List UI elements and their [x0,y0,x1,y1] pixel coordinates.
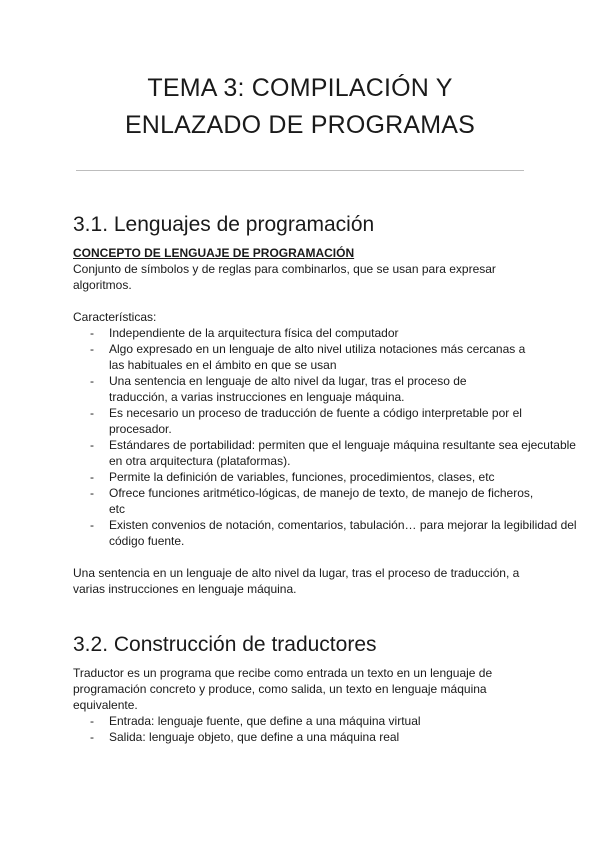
characteristics-list [73,325,577,549]
section-heading-3-1: 3.1. Lenguajes de programación [73,213,375,236]
title-line-1: TEMA 3: COMPILACIÓN Y [147,74,453,102]
list-item: - Independiente de la arquitectura física del computador [90,326,399,340]
list-item: - Algo expresado en un lenguaje de alto nivel utiliza notaciones más cercanas a las habituales en el ámbito en que se usan [90,342,526,372]
list-item: - Es necesario un proceso de traducción de fuente a código interpretable por el procesador. [90,406,522,436]
document-title [40,70,560,144]
list-item: - Entrada: lenguaje fuente, que define a una máquina virtual [90,714,421,728]
list-item: - Existen convenios de notación, comentarios, tabulación… para mejorar la legibilidad del código fuente. [90,518,577,548]
concept-definition: Conjunto de símbolos y de reglas para combinarlos, que se usan para expresar algoritmos. [73,262,496,292]
list-item: - Una sentencia en lenguaje de alto nivel da lugar, tras el proceso de traducción, a varias instrucciones en lenguaje máquina. [90,374,467,404]
list-item: - Ofrece funciones aritmético-lógicas, de manejo de texto, de manejo de ficheros, etc [90,486,534,516]
concept-heading: CONCEPTO DE LENGUAJE DE PROGRAMACIÓN [73,246,355,260]
title-line-2: ENLAZADO DE PROGRAMAS [124,111,476,139]
translator-definition: Traductor es un programa que recibe como entrada un texto en un lenguaje de programación concreto y produce, como salida, un texto en lenguaje máquina equivalente. [73,666,493,712]
section-heading-3-2: 3.2. Construcción de traductores [73,633,377,656]
list-item: - Permite la definición de variables, funciones, procedimientos, clases, etc [90,470,495,484]
section-3-2-body [73,665,533,745]
section-3-1-body [73,245,577,597]
characteristics-label: Características: [73,310,157,324]
closing-paragraph: Una sentencia en un lenguaje de alto nivel da lugar, tras el proceso de traducción, a varias instrucciones en lenguaje máquina. [73,566,520,596]
translator-list [73,713,533,745]
list-item: - Estándares de portabilidad: permiten que el lenguaje máquina resultante sea ejecutable en otra arquitectura (plataformas). [90,438,576,468]
list-item: - Salida: lenguaje objeto, que define a una máquina real [90,730,400,744]
title-divider [76,170,524,171]
